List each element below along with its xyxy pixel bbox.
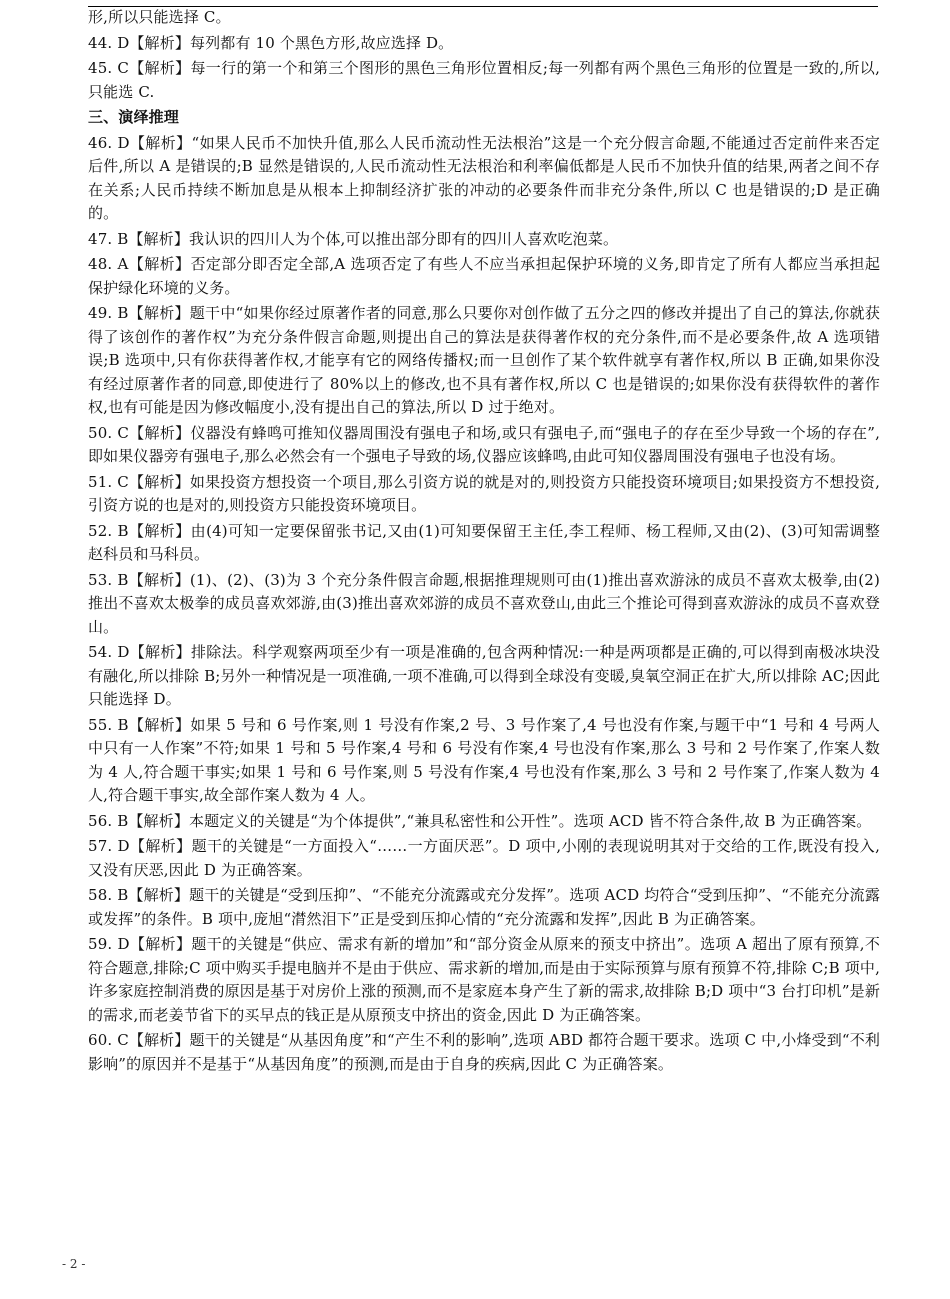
answer-item-48: 48. A【解析】否定部分即否定全部,A 选项否定了有些人不应当承担起保护环境的义务,即肯定了所有人都应当承担起保护绿化环境的义务。: [88, 255, 880, 297]
section-title: 三、演绎推理: [88, 108, 179, 126]
answer-item-46: 46. D【解析】“如果人民币不加快升值,那么人民币流动性无法根治”这是一个充分假言命题,不能通过否定前件来否定后件,所以 A 是错误的;B 显然是错误的,人民币流动性无法根治和利率偏低都是人民币不加快升值的结果,两者之间不存在关系;人民币持续不断加息是从根本上抑制经济扩张的冲动的必要条件而非充分条件,所以 C 也是错误的;D 是正确的。: [88, 133, 880, 222]
answer-item-60: 60. C【解析】题干的关键是“从基因角度”和“产生不利的影响”,选项 ABD 都符合题干要求。选项 C 中,小烽受到“不利影响”的原因并不是基于“从基因角度”的预测,而是由于自身的疾病,因此 C 为正确答案。: [88, 1031, 880, 1073]
answer-item-50: 50. C【解析】仪器没有蜂鸣可推知仪器周围没有强电子和场,或只有强电子,而“强电子的存在至少导致一个场的存在”,即如果仪器旁有强电子,那么必然会有一个强电子导致的场,仪器应该蜂鸣,由此可知仪器周围没有强电子也没有场。: [88, 423, 880, 465]
answer-item-57: 57. D【解析】题干的关键是“一方面投入“……一方面厌恶”。D 项中,小刚的表现说明其对于交给的工作,既没有投入,又没有厌恶,因此 D 为正确答案。: [88, 837, 880, 879]
answer-item-58: 58. B【解析】题干的关键是“受到压抑”、“不能充分流露或充分发挥”。选项 ACD 均符合“受到压抑”、“不能充分流露或发挥”的条件。B 项中,庞旭“潸然泪下”正是受到压抑心情的“充分流露和发挥”,因此 B 为正确答案。: [88, 886, 880, 928]
answer-item-49: 49. B【解析】题干中“如果你经过原著作者的同意,那么只要你对创作做了五分之四的修改并提出了自己的算法,你就获得了该创作的著作权”为充分条件假言命题,则提出自己的算法是获得著作权的充分条件,而不是必要条件,故 A 选项错误;B 选项中,只有你获得著作权,才能享有它的网络传播权;而一旦创作了某个软件就享有著作权,所以 B 正确,如果你没有经过原著作者的同意,即使进行了 80%以上的修改,也不具有著作权,所以 C 也是错误的;如果你没有获得软件的著作权,也有可能是因为修改幅度小,没有提出自己的算法,所以 D 过于绝对。: [88, 304, 880, 416]
answer-analysis-body: [88, 6, 880, 1078]
answer-item-52: 52. B【解析】由(4)可知一定要保留张书记,又由(1)可知要保留王主任,李工程师、杨工程师,又由(2)、(3)可知需调整赵科员和马科员。: [88, 521, 880, 563]
answer-item-47: 47. B【解析】我认识的四川人为个体,可以推出部分即有的四川人喜欢吃泡菜。: [88, 229, 619, 248]
page-number: - 2 -: [62, 1257, 86, 1271]
answer-item-54: 54. D【解析】排除法。科学观察两项至少有一项是准确的,包含两种情况:一种是两项都是正确的,可以得到南极冰块没有融化,所以排除 B;另外一种情况是一项准确,一项不准确,可以得到全球没有变暖,臭氧空洞正在扩大,所以排除 AC;因此只能选择 D。: [88, 643, 880, 708]
answer-item-59: 59. D【解析】题干的关键是“供应、需求有新的增加”和“部分资金从原来的预支中挤出”。选项 A 超出了原有预算,不符合题意,排除;C 项中购买手提电脑并不是由于供应、需求新的增加,而是由于实际预算与原有预算不符,排除 C;B 项中,许多家庭控制消费的原因是基于对房价上涨的预测,而不是家庭本身产生了新的需求,故排除 B;D 项中“3 台打印机”是新的需求,而老姜节省下的买早点的钱正是从原预支中挤出的资金,因此 D 为正确答案。: [88, 935, 880, 1024]
answer-item-56: 56. B【解析】本题定义的关键是“为个体提供”,“兼具私密性和公开性”。选项 ACD 皆不符合条件,故 B 为正确答案。: [88, 811, 872, 830]
answer-item-53: 53. B【解析】(1)、(2)、(3)为 3 个充分条件假言命题,根据推理规则可由(1)推出喜欢游泳的成员不喜欢太极拳,由(2)推出不喜欢太极拳的成员喜欢郊游,由(3)推出喜欢郊游的成员不喜欢登山,由此三个推论可得到喜欢游泳的成员不喜欢登山。: [88, 570, 880, 636]
continued-paragraph: 形,所以只能选择 C。: [88, 8, 231, 26]
answer-item-45: 45. C【解析】每一行的第一个和第三个图形的黑色三角形位置相反;每一列都有两个黑色三角形的位置是一致的,所以,只能选 C.: [88, 59, 880, 101]
answer-item-51: 51. C【解析】如果投资方想投资一个项目,那么引资方说的就是对的,则投资方只能投资环境项目;如果投资方不想投资,引资方说的也是对的,则投资方只能投资环境项目。: [88, 472, 880, 514]
answer-item-44: 44. D【解析】每列都有 10 个黑色方形,故应选择 D。: [88, 33, 454, 52]
answer-item-55: 55. B【解析】如果 5 号和 6 号作案,则 1 号没有作案,2 号、3 号作案了,4 号也没有作案,与题干中“1 号和 4 号两人中只有一人作案”不符;如果 1 号和 5 号作案,4 号和 6 号没有作案,4 号也没有作案,那么 3 号和 2 号作案了,作案人数为 4 人,符合题干事实;如果 1 号和 6 号作案,则 5 号没有作案,4 号也没有作案,那么 3 号和 2 号作案了,作案人数为 4 人,符合题干事实,故全部作案人数为 4 人。: [88, 715, 880, 804]
